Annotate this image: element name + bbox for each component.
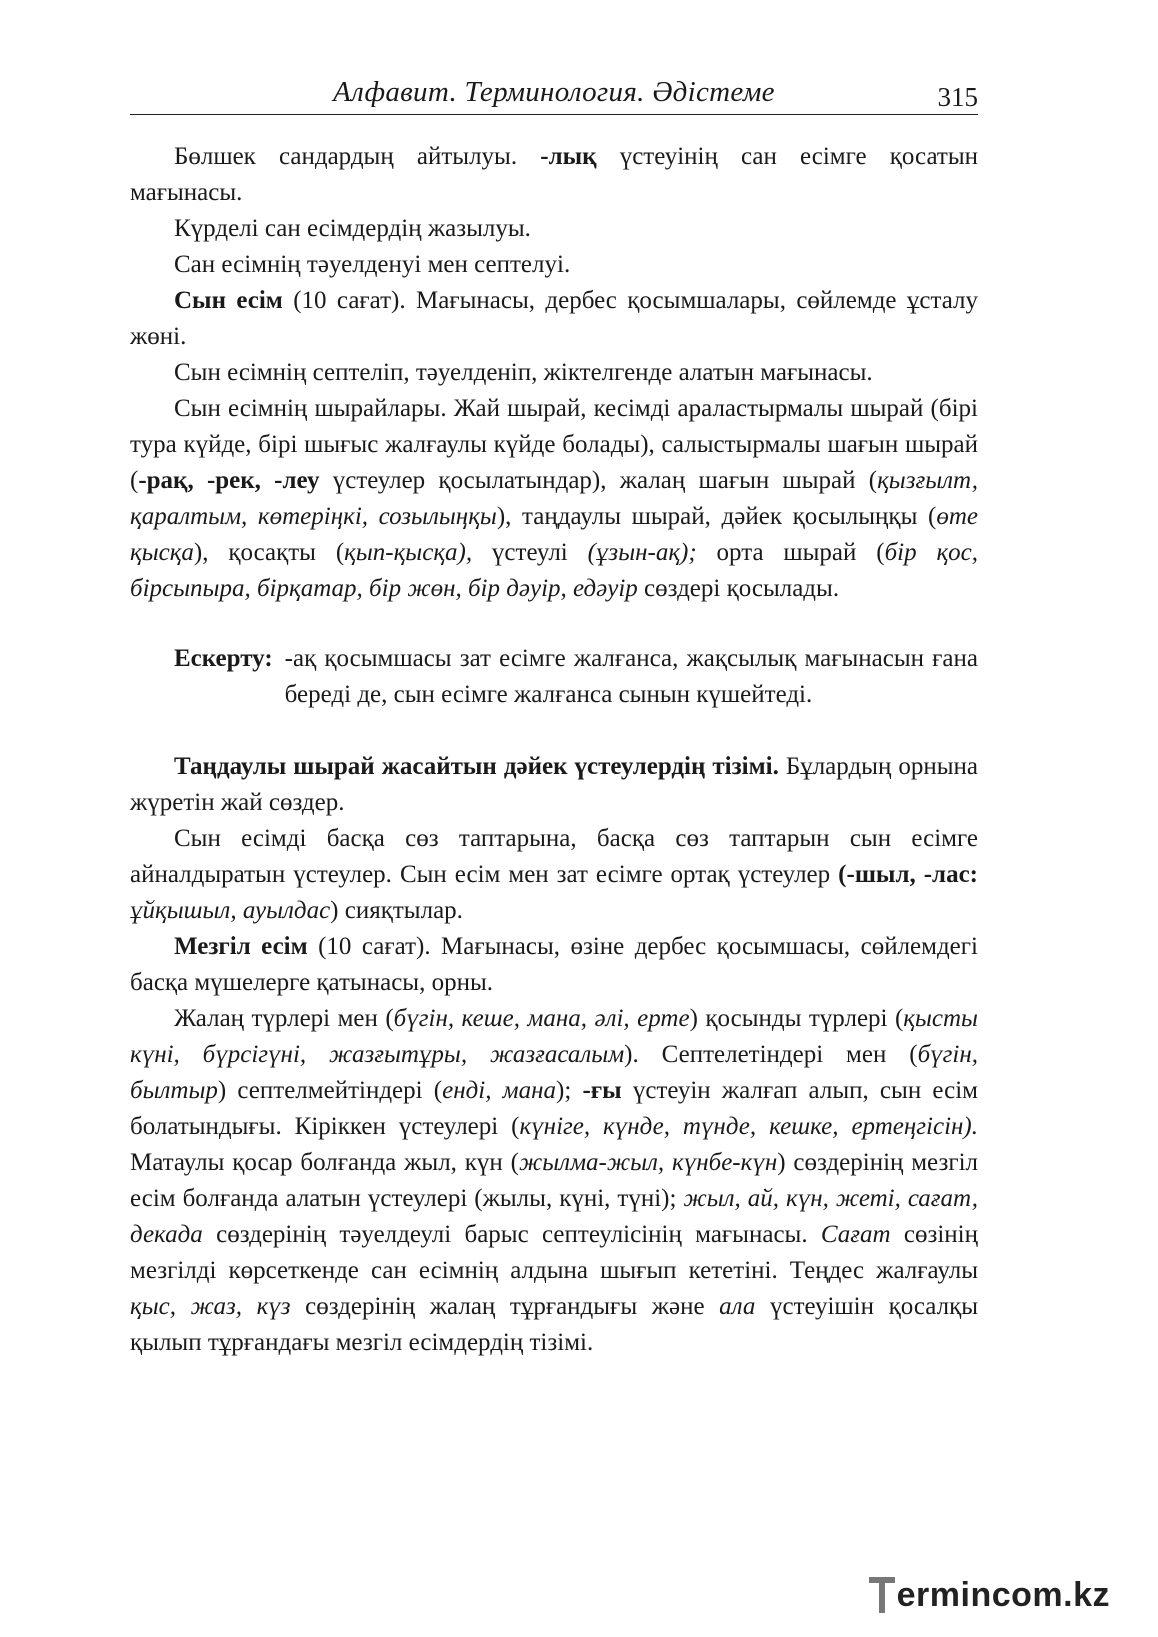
paragraph-temporal-noun: Мезгіл есім (10 сағат). Мағынасы, өзіне дербес қосымшасы, сөйлемдегі басқа мүшелерге қатынасы, орны.: [130, 933, 978, 996]
t-logo-icon: [869, 1575, 895, 1615]
note-block: [174, 641, 978, 713]
running-header: [130, 70, 978, 115]
watermark-text: ermincom.kz: [896, 1575, 1110, 1614]
paragraph-adjective-meaning: Сын есімнің септеліп, тәуелденіп, жіктелгенде алатын мағынасы.: [174, 359, 873, 386]
paragraph-numeral-declension: Сан есімнің тәуелденуі мен септелуі.: [174, 251, 571, 278]
note-text: -ақ қосымшасы зат есімге жалғанса, жақсылық мағынасын ғана береді де, сын есімге жалғанса сынын күшейтеді.: [284, 645, 978, 708]
site-watermark-logo: [869, 1575, 1110, 1615]
paragraph-superlative-list: Таңдаулы шырай жасайтын дәйек үстеулердің тізімі. Бұлардың орнына жүретін жай сөздер.: [130, 753, 978, 816]
body-text: [130, 139, 978, 1361]
paragraph-conversion-suffixes: Сын есімді басқа сөз таптарына, басқа сөз таптарын сын есімге айналдыратын үстеулер. Сын есім мен зат есімге ортақ үстеулер (-шыл, -лас: ұйқышыл, ауылдас) сияқтылар.: [130, 825, 979, 924]
page-number: 315: [937, 82, 978, 112]
note-label: Ескерту:: [174, 645, 273, 672]
paragraph-adjective-degrees: Сын есімнің шырайлары. Жай шырай, кесімді араластырмалы шырай (бірі тура күйде, бірі шығыс жалғаулы күйде болады), салыстырмалы шағын шырай (-рақ, -рек, -леу үстеулер қосылатындар), жалаң шағын шырай (қызғылт, қаралтым, көтеріңкі, созылыңқы), таңдаулы шырай, дәйек қосылыңқы (өте қысқа), қосақты (қып-қысқа), үстеулі (ұзын-ақ); орта шырай (бір қос, бірсыпыра, бірқатар, бір жөн, бір дәуір, едәуір сөздері қосылады.: [130, 395, 978, 602]
paragraph-fractions: Бөлшек сандардың айтылуы. -лық үстеуінің сан есімге қосатын мағынасы.: [130, 143, 978, 206]
paragraph-adjective: Сын есім (10 сағат). Мағынасы, дербес қосымшалары, сөйлемде ұсталу жөні.: [130, 287, 979, 350]
document-page: [130, 70, 978, 1361]
paragraph-temporal-types: Жалаң түрлері мен (бүгін, кеше, мана, әлі, ерте) қосынды түрлері (қысты күні, бүрсігүні, жазғытұры, жазғасалым). Септелетіндері мен (бүгін, былтыр) септелмейтіндері (енді, мана); -ғы үстеуін жалғап алып, сын есім болатындығы. Кіріккен үстеулері (күніге, күнде, түнде, кешке, ертеңгісін). Матаулы қосар болғанда жыл, күн (жылма-жыл, күнбе-күн) сөздерінің мезгіл есім болғанда алатын үстеулері (жылы, күні, түні); жыл, ай, күн, жеті, сағат, декада сөздерінің тәуелдеулі барыс септеулісінің мағынасы. Сағат сөзінің мезгілді көрсеткенде сан есімнің алдына шығып кететіні. Теңдес жалғаулы қыс, жаз, күз сөздерінің жалаң тұрғандығы және ала үстеуішін қосалқы қылып тұрғандағы мезгіл есімдердің тізімі.: [130, 1005, 979, 1356]
paragraph-compound-numerals: Күрделі сан есімдердің жазылуы.: [174, 215, 531, 242]
running-title: Алфавит. Терминология. Әдістеме: [333, 76, 775, 108]
